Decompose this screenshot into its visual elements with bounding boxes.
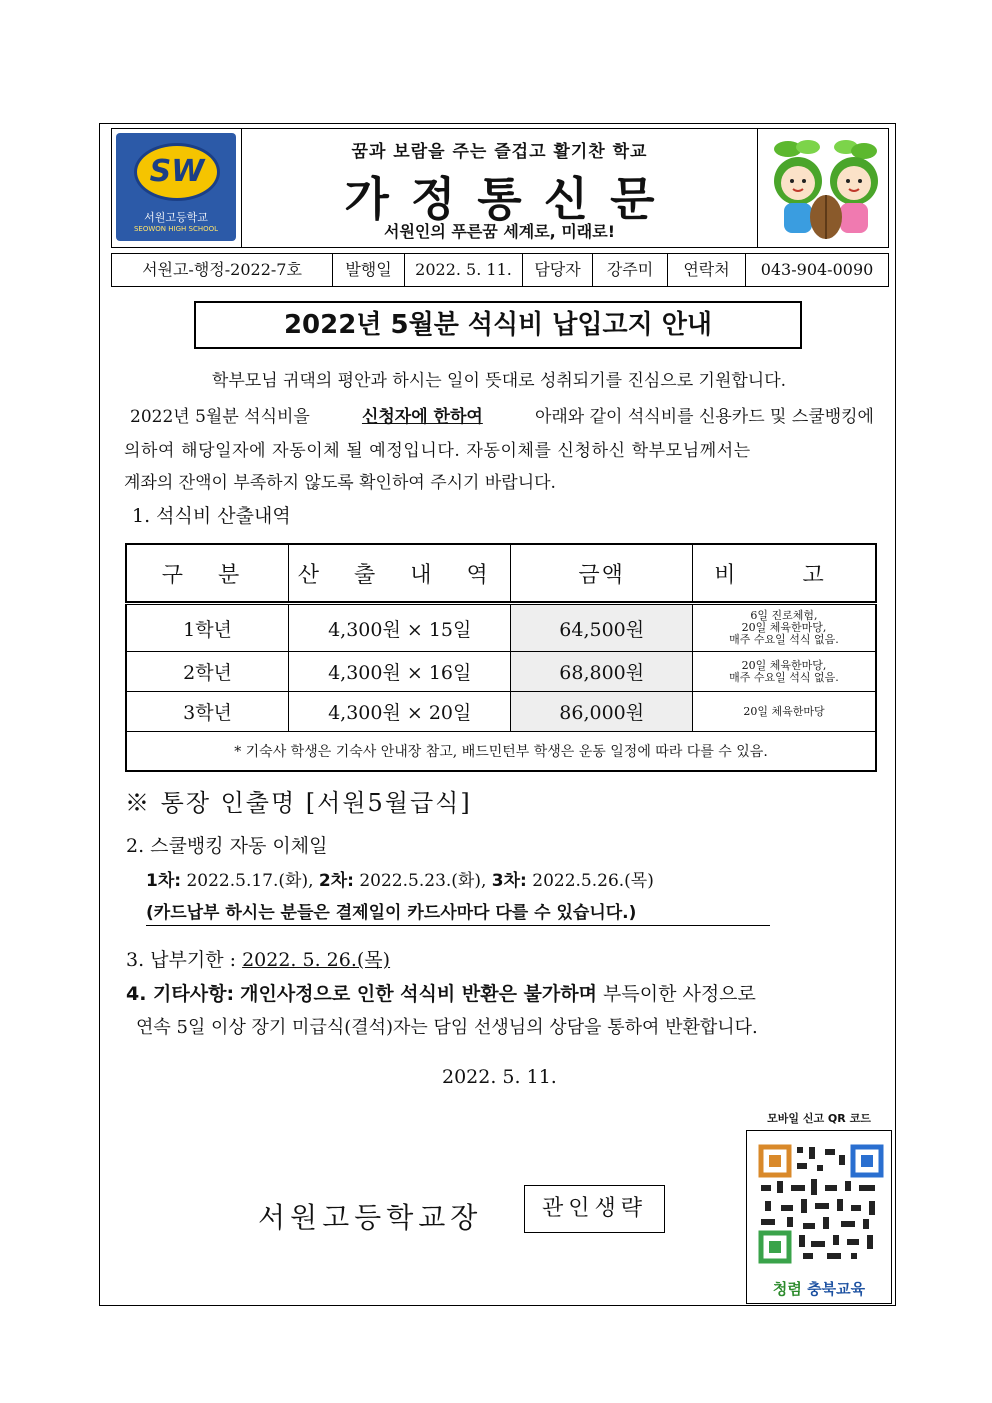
logo-emblem: [116, 133, 236, 241]
school-logo: [112, 129, 242, 247]
logo-english-name: SEOWON HIGH SCHOOL: [133, 225, 219, 233]
logo-mark: SW: [149, 154, 205, 189]
table-row: [126, 604, 876, 652]
qr-code-icon: [747, 1135, 891, 1265]
table-row: [126, 652, 876, 692]
body-p1-c: 아래와 같이 석식비를 신용카드 및 스쿨뱅킹에: [534, 407, 874, 427]
row-grade: 1학년: [126, 604, 289, 652]
school-motto: 서원인의 푸른꿈 세계로, 미래로!: [383, 222, 615, 241]
date-2-label: 2차:: [318, 871, 354, 891]
body-p1-a: 2022년 5월분 석식비을: [130, 407, 310, 427]
table-footnote-row: [126, 732, 876, 772]
card-payment-note: (카드납부 하시는 분들은 결제일이 카드사마다 다를 수 있습니다.): [146, 898, 770, 926]
transfer-dates: [146, 866, 654, 891]
notice-title: 2022년 5월분 석식비 납입고지 안내: [194, 301, 802, 349]
section-3: [126, 945, 390, 972]
issue-date: 2022. 5. 11.: [405, 254, 523, 286]
remark-line: 20일 체육한마당,: [741, 621, 827, 634]
logo-school-name: 서원고등학교: [144, 211, 208, 224]
misc-text: 부득이한 사정으로: [603, 983, 756, 1005]
row-calc: 4,300원 × 20일: [289, 692, 511, 732]
row-remarks: [692, 652, 876, 692]
row-remarks: [692, 692, 876, 732]
qr-caption-b: 충북교육: [807, 1280, 866, 1298]
section-1-title: 1. 석식비 산출내역: [132, 505, 291, 527]
newsletter-title: 가정통신문: [344, 172, 677, 226]
body-p1-emphasis: 신청자에 한하여: [361, 407, 483, 427]
table-row: [126, 692, 876, 732]
fee-table: [125, 543, 877, 772]
row-grade: 3학년: [126, 692, 289, 732]
date-2: 2022.5.23.(화),: [359, 871, 487, 891]
logo-circle: [134, 143, 220, 201]
deadline-value: 2022. 5. 26.(목): [242, 949, 391, 971]
row-amount: 86,000원: [511, 692, 693, 732]
remark-line: 매주 수요일 석식 없음.: [729, 633, 839, 646]
row-remarks: [692, 604, 876, 652]
manager-name: 강주미: [593, 254, 668, 286]
misc-label: 4. 기타사항:: [126, 983, 235, 1005]
date-1-label: 1차:: [146, 871, 182, 891]
greeting-text: 학부모님 귀댁의 평안과 하시는 일이 뜻대로 성취되기를 진심으로 기원합니다.: [211, 371, 787, 391]
issue-date-label: 발행일: [333, 254, 405, 286]
newsletter-header: [111, 128, 889, 248]
table-header-row: [126, 544, 876, 602]
mascot-illustration: [758, 129, 888, 247]
manager-label: 담당자: [523, 254, 593, 286]
remark-line: 6일 진로체험,: [750, 609, 818, 622]
issue-date-footer: 2022. 5. 11.: [442, 1066, 557, 1088]
qr-caption: [747, 1278, 891, 1299]
date-1: 2022.5.17.(화),: [186, 871, 314, 891]
deadline-label: 3. 납부기한 :: [126, 949, 237, 971]
row-amount: 64,500원: [511, 604, 693, 652]
header-remarks: 비 고: [692, 544, 876, 602]
document-info-row: [111, 253, 889, 287]
section-2-title: 2. 스쿨뱅킹 자동 이체일: [126, 835, 328, 857]
remark-line: 매주 수요일 석식 없음.: [729, 670, 839, 684]
qr-code-box: [746, 1130, 892, 1304]
misc-emphasis: 개인사정으로 인한 석식비 반환은 불가하며: [240, 983, 597, 1005]
contact-label: 연락처: [668, 254, 746, 286]
row-grade: 2학년: [126, 652, 289, 692]
bank-withdrawal-name: ※ 통장 인출명 [서원5월급식]: [125, 789, 472, 817]
date-3-label: 3차:: [491, 871, 527, 891]
doc-number: 서원고-행정-2022-7호: [112, 254, 333, 286]
qr-caption-a: 청렴: [772, 1280, 802, 1298]
row-calc: 4,300원 × 15일: [289, 604, 511, 652]
mascot-icon: [758, 129, 888, 247]
body-paragraph-line-3: 계좌의 잔액이 부족하지 않도록 확인하여 주시기 바랍니다.: [124, 473, 556, 493]
principal-signature: 서원고등학교장: [258, 1201, 483, 1234]
qr-label: 모바일 신고 QR 코드: [767, 1112, 871, 1125]
misc-line-2: 연속 5일 이상 장기 미급식(결석)자는 담임 선생님의 상담을 통하여 반환합니다.: [136, 1017, 758, 1038]
official-seal-omitted: 관인생략: [524, 1185, 665, 1233]
date-3: 2022.5.26.(목): [532, 871, 654, 891]
header-amount: 금액: [511, 544, 693, 602]
remark-line: 20일 체육한마당: [743, 704, 825, 718]
remark-line: 20일 체육한마당,: [741, 658, 827, 672]
body-paragraph-line-1: [124, 402, 874, 427]
header-category: 구 분: [126, 544, 289, 602]
section-4: [126, 979, 756, 1006]
row-calc: 4,300원 × 16일: [289, 652, 511, 692]
row-amount: 68,800원: [511, 652, 693, 692]
contact-number: 043-904-0090: [760, 260, 874, 279]
school-slogan: 꿈과 보람을 주는 즐겁고 활기찬 학교: [351, 142, 648, 162]
table-footnote: * 기숙사 학생은 기숙사 안내장 참고, 배드민턴부 학생은 운동 일정에 따라 다를 수 있음.: [126, 732, 876, 772]
header-calculation: 산 출 내 역: [289, 544, 511, 602]
body-paragraph-line-2: 의하여 해당일자에 자동이체 될 예정입니다. 자동이체를 신청하신 학부모님께서는: [124, 441, 751, 461]
header-center: [242, 129, 758, 247]
